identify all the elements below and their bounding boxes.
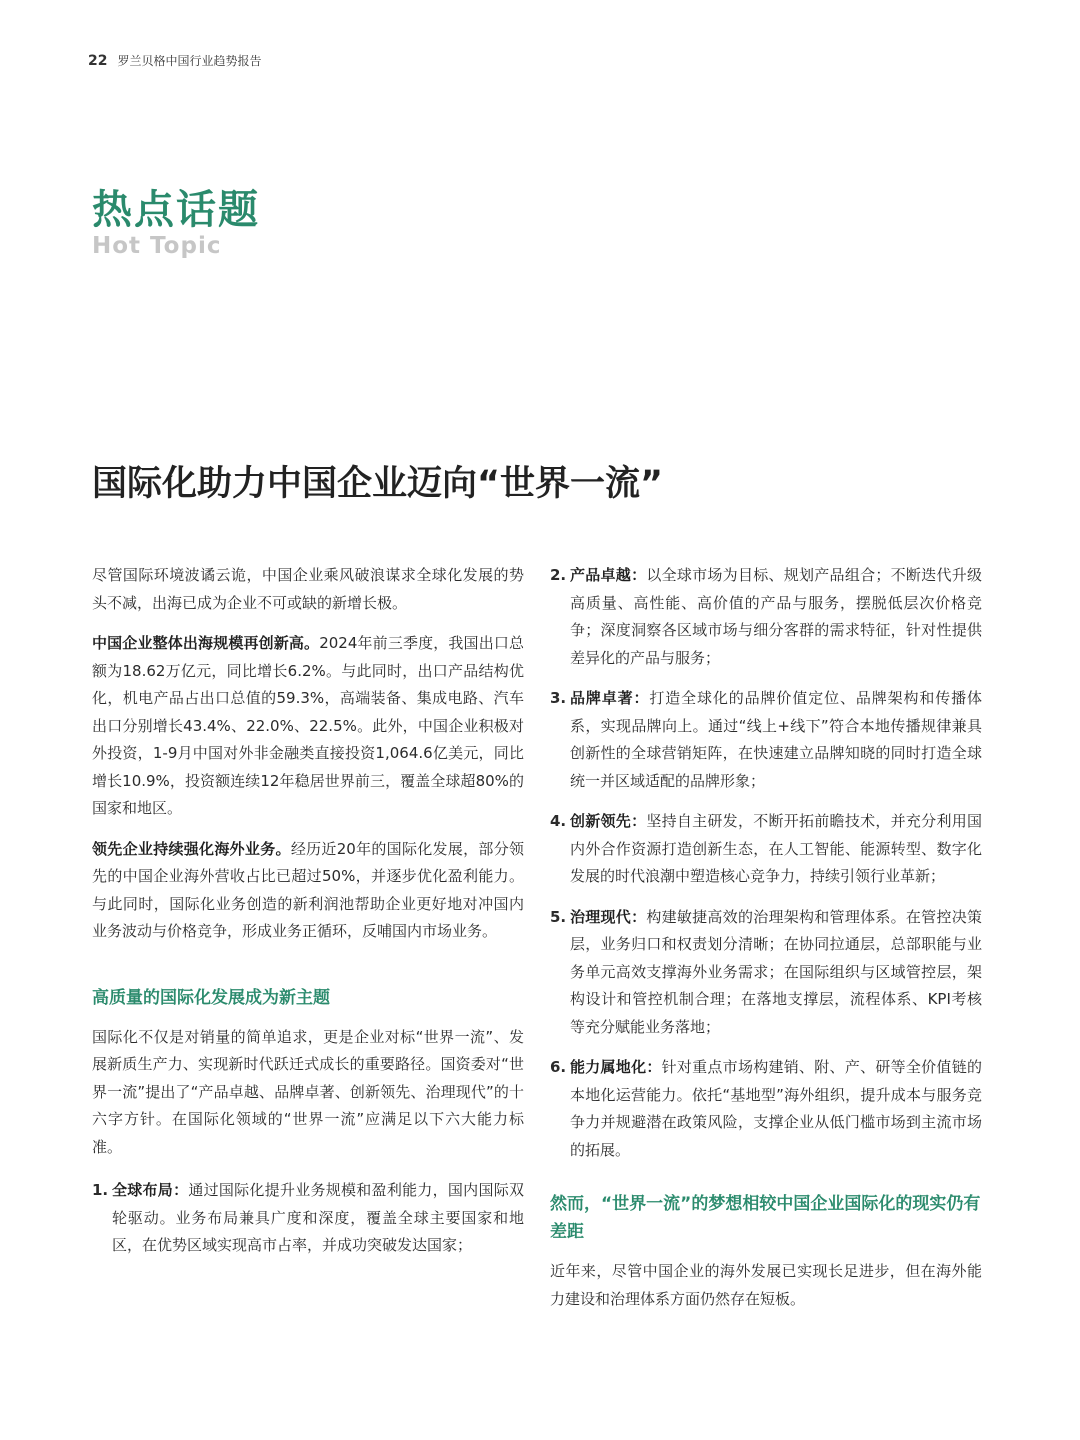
list-item [550, 808, 982, 891]
list-item [550, 904, 982, 1042]
list-item [550, 685, 982, 795]
right-column [550, 562, 982, 1313]
article-title: 国际化助力中国企业迈向“世界一流” [92, 464, 664, 504]
subheading-gap: 然而，“世界一流”的梦想相较中国企业国际化的现实仍有差距 [550, 1194, 981, 1242]
list-item [550, 1054, 982, 1164]
item-body: 通过国际化提升业务规模和盈利能力，国内国际双轮驱动。业务布局兼具广度和深度，覆盖全球主要国家和地区，在优势区域实现高市占率，并成功突破发达国家； [112, 1181, 524, 1254]
item-body: 构建敏捷高效的治理架构和管理体系。在管控决策层，业务归口和权责划分清晰；在协同拉通层，总部职能与业务单元高效支撑海外业务需求；在国际组织与区域管控层，架构设计和管控机制合理；在落地支撑层，流程体系、KPI考核等充分赋能业务落地； [570, 907, 982, 1036]
page-header [88, 52, 262, 69]
item-body: 针对重点市场构建销、附、产、研等全价值链的本地化运营能力。依托“基地型”海外组织，提升成本与服务竞争力并规避潜在政策风险，支撑企业从低门槛市场到主流市场的拓展。 [570, 1058, 982, 1159]
list-item [92, 1177, 524, 1260]
report-title: 罗兰贝格中国行业趋势报告 [117, 54, 262, 68]
list-number: 5. [550, 907, 567, 926]
list-number: 6. [550, 1058, 567, 1076]
item-body: 以全球市场为目标、规划产品组合；不断迭代升级高质量、高性能、高价值的产品与服务，摆脱低层次价格竞争；深度洞察各区域市场与细分客群的需求特征，针对性提供差异化的产品与服务； [570, 566, 982, 667]
list-number: 1. [92, 1181, 109, 1199]
list-number: 4. [550, 812, 567, 830]
section-title-en: Hot Topic [92, 233, 222, 259]
item-lead: 品牌卓著： [570, 689, 650, 707]
subheading-high-quality: 高质量的国际化发展成为新主题 [92, 987, 330, 1008]
left-column [92, 562, 524, 1260]
paragraph-overseas-business [92, 836, 524, 946]
item-lead: 治理现代： [570, 907, 647, 926]
list-number: 3. [550, 689, 567, 707]
closing-paragraph: 近年来，尽管中国企业的海外发展已实现长足进步，但在海外能力建设和治理体系方面仍然存在短板。 [550, 1262, 982, 1308]
page-number: 22 [88, 53, 108, 69]
section-title-zh: 热点话题 [92, 187, 260, 233]
item-lead: 创新领先： [570, 812, 647, 830]
paragraph-export-scale [92, 630, 524, 823]
item-body: 打造全球化的品牌价值定位、品牌架构和传播体系，实现品牌向上。通过“线上+线下”符合本地传播规律兼具创新性的全球营销矩阵，在快速建立品牌知晓的同时打造全球统一并区域适配的品牌形象； [570, 689, 982, 790]
list-number: 2. [550, 566, 567, 584]
paragraph-lead: 中国企业整体出海规模再创新高。 [92, 634, 320, 652]
paragraph-lead: 领先企业持续强化海外业务。 [92, 839, 291, 858]
list-item [550, 562, 982, 672]
intro-paragraph: 尽管国际环境波谲云诡，中国企业乘风破浪谋求全球化发展的势头不减，出海已成为企业不可或缺的新增长极。 [92, 566, 524, 612]
paragraph-world-class: 国际化不仅是对销量的简单追求，更是企业对标“世界一流”、发展新质生产力、实现新时代跃迁式成长的重要路径。国资委对“世界一流”提出了“产品卓越、品牌卓著、创新领先、治理现代”的十六字方针。在国际化领域的“世界一流”应满足以下六大能力标准。 [92, 1027, 524, 1156]
item-lead: 全球布局： [112, 1181, 189, 1199]
paragraph-body: 2024年前三季度，我国出口总额为18.62万亿元，同比增长6.2%。与此同时，出口产品结构优化，机电产品占出口总值的59.3%，高端装备、集成电路、汽车出口分别增长43.4%、22.0%、22.5%。此外，中国企业积极对外投资，1-9月中国对外非金融类直接投资1,064.6亿美元，同比增长10.9%，投资额连续12年稳居世界前三，覆盖全球超80%的国家和地区。 [92, 634, 524, 817]
item-lead: 产品卓越： [570, 566, 647, 584]
paragraph-body: 经历近20年的国际化发展，部分领先的中国企业海外营收占比已超过50%，并逐步优化盈利能力。与此同时，国际化业务创造的新利润池帮助企业更好地对冲国内业务波动与价格竞争，形成业务正循环，反哺国内市场业务。 [92, 839, 524, 940]
item-lead: 能力属地化： [570, 1058, 662, 1076]
item-body: 坚持自主研发，不断开拓前瞻技术，并充分利用国内外合作资源打造创新生态，在人工智能、能源转型、数字化发展的时代浪潮中塑造核心竞争力，持续引领行业革新； [570, 812, 982, 885]
